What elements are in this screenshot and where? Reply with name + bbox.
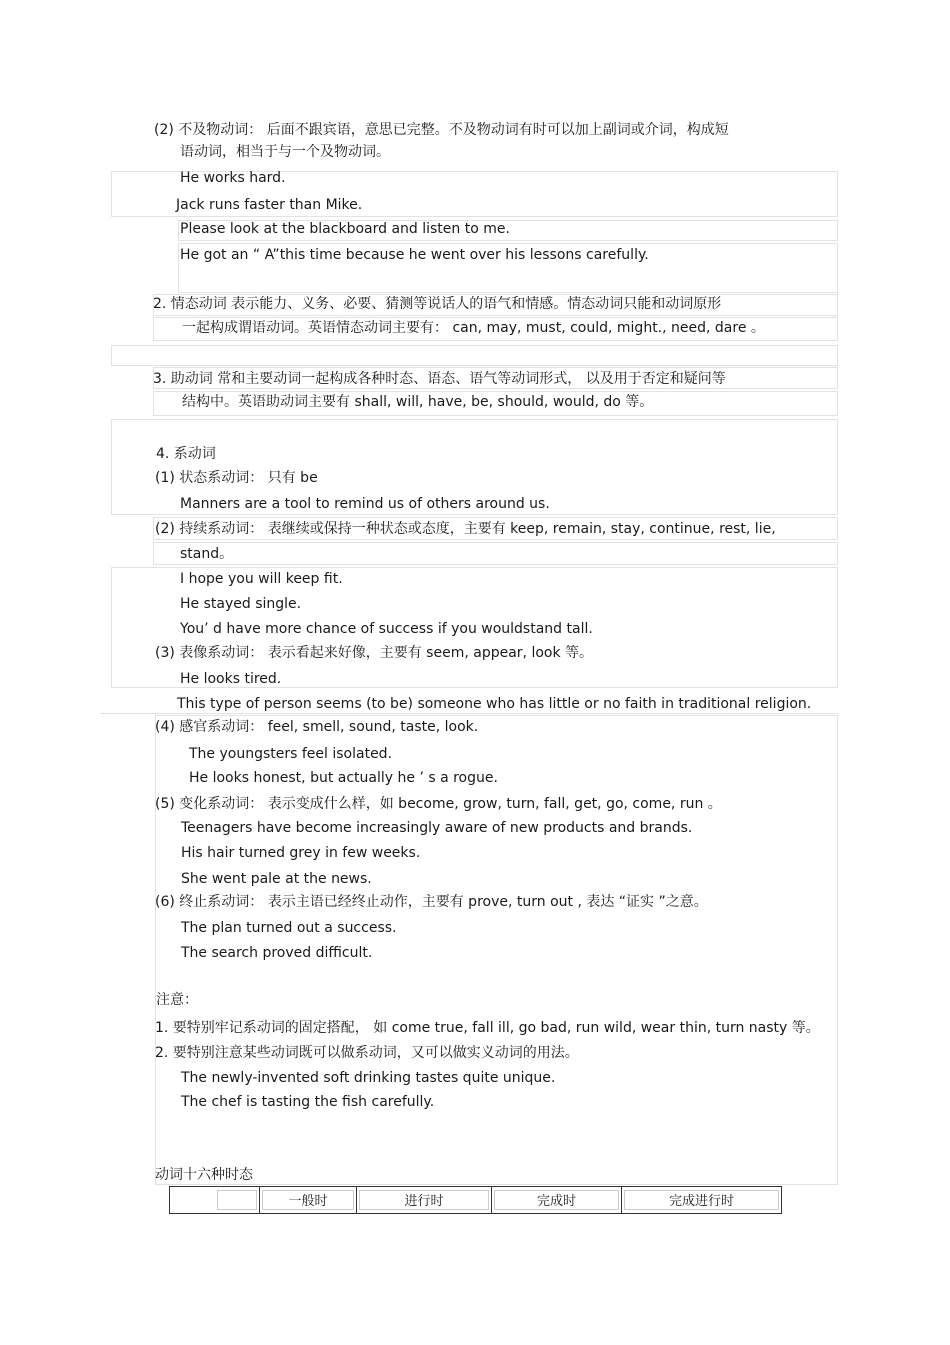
note-item: 1. 要特别牢记系动词的固定搭配， 如 come true, fall ill, go bad, run wild, wear thin, turn nasty 等。 [155,1020,820,1036]
border-box [153,542,838,565]
example-sentence: You’ d have more chance of success if you wouldstand tall. [180,621,593,637]
table-header-cell [357,1187,492,1214]
note-item: 2. 要特别注意某些动词既可以做系动词，又可以做实义动词的用法。 [155,1045,579,1061]
table-cell-label: 一般时 [262,1190,354,1210]
example-sentence: He got an “ A”this time because he went over his lessons carefully. [180,247,649,263]
example-sentence: The youngsters feel isolated. [189,746,393,762]
example-sentence: He works hard. [180,170,286,186]
example-sentence: This type of person seems (to be) someone who has little or no faith in traditional religion. [177,696,812,712]
example-sentence: His hair turned grey in few weeks. [181,845,421,861]
tenses-table [169,1186,782,1214]
continuous-linking-verbs: (2) 持续系动词： 表继续或保持一种状态或态度，主要有 keep, remain, stay, continue, rest, lie, [155,521,776,537]
intransitive-line2: 语动词，相当于与一个及物动词。 [180,144,390,160]
example-sentence: Manners are a tool to remind us of others around us. [180,496,550,512]
auxiliary-line1: 3. 助动词 常和主要动词一起构成各种时态、语态、语气等动词形式， 以及用于否定和疑问等 [153,371,726,387]
example-sentence: The chef is tasting the fish carefully. [181,1094,435,1110]
modal-line1: 2. 情态动词 表示能力、义务、必要、猜测等说话人的语气和情感。情态动词只能和动词原形 [153,296,722,312]
example-sentence: The plan turned out a success. [181,920,397,936]
example-sentence: The search proved difficult. [181,945,373,961]
table-header-cell [260,1187,357,1214]
table-header-cell [170,1187,260,1214]
change-linking-verbs: (5) 变化系动词： 表示变成什么样，如 become, grow, turn, fall, get, go, come, run 。 [155,796,722,812]
example-sentence: Please look at the blackboard and listen to me. [180,221,510,237]
example-sentence: He looks honest, but actually he ’ s a rogue. [189,770,498,786]
example-sentence: Teenagers have become increasingly aware of new products and brands. [181,820,693,836]
sense-linking-verbs: (4) 感官系动词： feel, smell, sound, taste, look. [155,719,479,735]
table-header-cell [622,1187,782,1214]
table-row [170,1187,782,1214]
divider-line [100,713,838,714]
notes-heading: 注意： [156,992,198,1008]
table-cell-label [217,1190,257,1210]
linking-heading: 4. 系动词 [156,446,216,462]
appearance-linking-verbs: (3) 表像系动词： 表示看起来好像，主要有 seem, appear, look 等。 [155,645,594,661]
table-cell-label: 完成时 [494,1190,619,1210]
example-sentence: She went pale at the news. [181,871,372,887]
example-sentence: The newly-invented soft drinking tastes quite unique. [181,1070,556,1086]
auxiliary-line2: 结构中。英语助动词主要有 shall, will, have, be, should, would, do 等。 [182,394,654,410]
state-linking-verbs: (1) 状态系动词： 只有 be [155,470,318,486]
table-cell-label: 完成进行时 [624,1190,779,1210]
intransitive-line1: (2) 不及物动词： 后面不跟宾语，意思已完整。不及物动词有时可以加上副词或介词，构成短 [154,122,729,138]
example-sentence: He looks tired. [180,671,282,687]
border-box [111,345,838,366]
continuous-linking-verbs-cont: stand。 [180,546,234,562]
example-sentence: He stayed single. [180,596,302,612]
table-header-cell [492,1187,622,1214]
tenses-heading: 动词十六种时态 [155,1167,253,1183]
example-sentence: I hope you will keep fit. [180,571,343,587]
table-cell-label: 进行时 [359,1190,489,1210]
termination-linking-verbs: (6) 终止系动词： 表示主语已经终止动作，主要有 prove, turn out , 表达 “证实 ”之意。 [155,894,708,910]
example-sentence: Jack runs faster than Mike. [176,197,363,213]
modal-line2: 一起构成谓语动词。英语情态动词主要有： can, may, must, could, might., need, dare 。 [182,320,765,336]
